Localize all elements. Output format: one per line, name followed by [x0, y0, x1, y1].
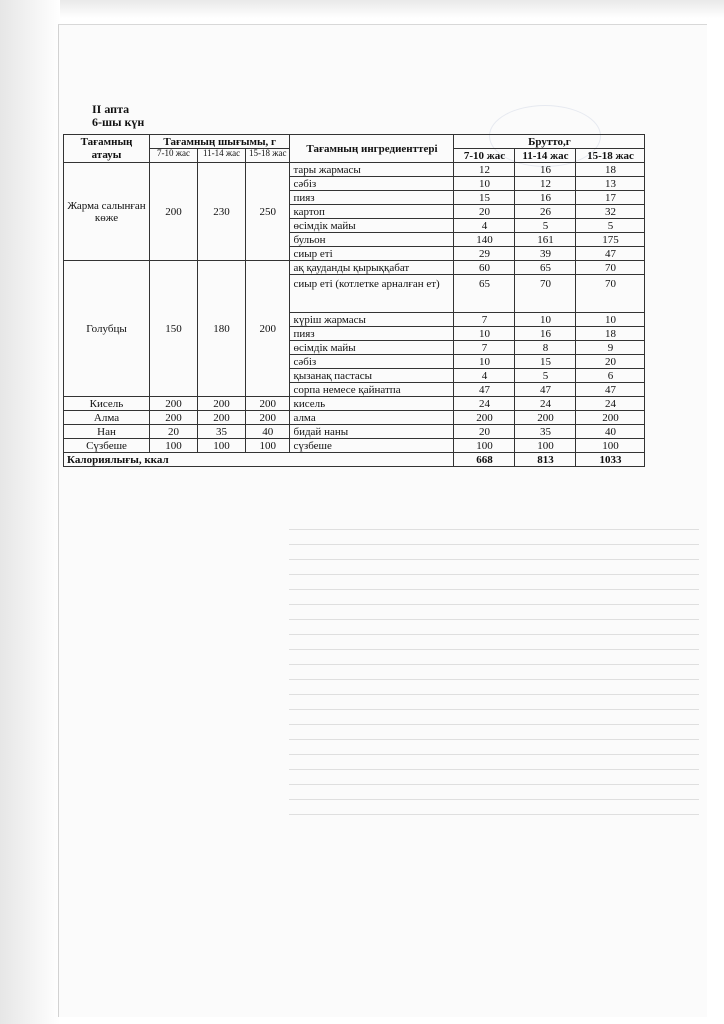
scan-left-shadow [0, 0, 60, 1024]
reverse-side-bleedthrough [289, 515, 699, 835]
gross-value: 4 [454, 219, 515, 233]
ingredient-name: алма [290, 411, 454, 425]
dish-output: 100 [198, 439, 246, 453]
gross-value: 47 [515, 383, 576, 397]
calorie-value: 813 [515, 453, 576, 467]
gross-value: 70 [515, 275, 576, 313]
ingredient-name: сиыр еті [290, 247, 454, 261]
gross-value: 24 [515, 397, 576, 411]
dish-name: Кисель [64, 397, 150, 411]
gross-value: 5 [576, 219, 645, 233]
gross-value: 60 [454, 261, 515, 275]
gross-value: 161 [515, 233, 576, 247]
dish-output: 35 [198, 425, 246, 439]
dish-name-header: Тағамның атауы [64, 135, 150, 163]
dish-output: 250 [246, 163, 290, 261]
dish-output: 200 [150, 411, 198, 425]
gross-value: 47 [576, 383, 645, 397]
table-row [64, 397, 645, 411]
gross-value: 20 [454, 425, 515, 439]
gross-value: 10 [454, 327, 515, 341]
ingredient-name: тары жармасы [290, 163, 454, 177]
gross-value: 16 [515, 163, 576, 177]
table-row [64, 411, 645, 425]
gross-value: 12 [454, 163, 515, 177]
gross-value: 100 [576, 439, 645, 453]
gross-value: 16 [515, 327, 576, 341]
dish-output: 200 [150, 397, 198, 411]
gross-value: 24 [454, 397, 515, 411]
gross-value: 9 [576, 341, 645, 355]
dish-output: 180 [198, 261, 246, 397]
output-header: Тағамның шығымы, г [150, 135, 290, 149]
gross-value: 100 [515, 439, 576, 453]
gross-value: 12 [515, 177, 576, 191]
ingredient-name: бидай наны [290, 425, 454, 439]
ingredient-name: бульон [290, 233, 454, 247]
gross-value: 24 [576, 397, 645, 411]
dish-output: 200 [246, 397, 290, 411]
day-label: 6-шы күн [92, 115, 145, 129]
ingredient-name: өсімдік майы [290, 341, 454, 355]
dish-output: 20 [150, 425, 198, 439]
dish-output: 100 [246, 439, 290, 453]
ingredient-name: қызанақ пастасы [290, 369, 454, 383]
ingredient-name: кисель [290, 397, 454, 411]
dish-output: 200 [246, 411, 290, 425]
table-row [64, 261, 645, 275]
gross-value: 10 [454, 355, 515, 369]
gross-value: 140 [454, 233, 515, 247]
menu-day-heading [92, 103, 144, 129]
scan-top-shadow [0, 0, 724, 18]
gross-value: 200 [454, 411, 515, 425]
gross-value: 6 [576, 369, 645, 383]
ingredient-name: сиыр еті (котлетке арналған ет) [290, 275, 454, 313]
gross-value: 65 [515, 261, 576, 275]
gross-value: 7 [454, 341, 515, 355]
dish-output: 230 [198, 163, 246, 261]
menu-table [63, 134, 645, 467]
ingredient-name: ақ қауданды қырыққабат [290, 261, 454, 275]
gross-value: 39 [515, 247, 576, 261]
gross-value: 175 [576, 233, 645, 247]
gross-value: 70 [576, 275, 645, 313]
gross-value: 65 [454, 275, 515, 313]
ingredient-name: сорпа немесе қайнатпа [290, 383, 454, 397]
dish-name: Жарма салынған көже [64, 163, 150, 261]
gross-value: 40 [576, 425, 645, 439]
ingredient-name: күріш жармасы [290, 313, 454, 327]
dish-output: 200 [246, 261, 290, 397]
week-label: II апта [92, 102, 130, 116]
ingredient-name: өсімдік майы [290, 219, 454, 233]
gross-value: 4 [454, 369, 515, 383]
header-row-1 [64, 135, 645, 149]
gross-age-header: 15-18 жас [576, 149, 645, 163]
gross-value: 17 [576, 191, 645, 205]
gross-value: 8 [515, 341, 576, 355]
gross-value: 18 [576, 327, 645, 341]
table-row [64, 163, 645, 177]
gross-value: 47 [454, 383, 515, 397]
ingredients-header: Тағамның ингредиенттері [290, 135, 454, 163]
gross-value: 32 [576, 205, 645, 219]
output-age-header: 15-18 жас [246, 149, 290, 163]
ingredient-name: пияз [290, 327, 454, 341]
gross-value: 10 [576, 313, 645, 327]
dish-output: 200 [198, 397, 246, 411]
gross-value: 5 [515, 219, 576, 233]
gross-value: 35 [515, 425, 576, 439]
dish-name: Сүзбеше [64, 439, 150, 453]
gross-value: 15 [454, 191, 515, 205]
ingredient-name: сүзбеше [290, 439, 454, 453]
gross-value: 5 [515, 369, 576, 383]
gross-age-header: 7-10 жас [454, 149, 515, 163]
gross-value: 16 [515, 191, 576, 205]
total-row [64, 453, 645, 467]
gross-value: 200 [576, 411, 645, 425]
calorie-value: 668 [454, 453, 515, 467]
gross-value: 20 [454, 205, 515, 219]
ingredient-name: сәбіз [290, 177, 454, 191]
gross-value: 18 [576, 163, 645, 177]
ingredient-name: сәбіз [290, 355, 454, 369]
gross-value: 26 [515, 205, 576, 219]
dish-output: 100 [150, 439, 198, 453]
ingredient-name: картоп [290, 205, 454, 219]
gross-value: 7 [454, 313, 515, 327]
gross-value: 10 [515, 313, 576, 327]
gross-value: 20 [576, 355, 645, 369]
gross-value: 10 [454, 177, 515, 191]
dish-output: 40 [246, 425, 290, 439]
gross-value: 70 [576, 261, 645, 275]
dish-output: 150 [150, 261, 198, 397]
output-age-header: 11-14 жас [198, 149, 246, 163]
gross-header: Брутто,г [454, 135, 645, 149]
gross-value: 47 [576, 247, 645, 261]
table-row [64, 425, 645, 439]
output-age-header: 7-10 жас [150, 149, 198, 163]
dish-output: 200 [150, 163, 198, 261]
table-row [64, 439, 645, 453]
gross-age-header: 11-14 жас [515, 149, 576, 163]
dish-name: Алма [64, 411, 150, 425]
gross-value: 200 [515, 411, 576, 425]
gross-value: 29 [454, 247, 515, 261]
gross-value: 13 [576, 177, 645, 191]
dish-name: Нан [64, 425, 150, 439]
gross-value: 100 [454, 439, 515, 453]
calorie-value: 1033 [576, 453, 645, 467]
dish-output: 200 [198, 411, 246, 425]
dish-name: Голубцы [64, 261, 150, 397]
gross-value: 15 [515, 355, 576, 369]
ingredient-name: пияз [290, 191, 454, 205]
calorie-label: Калориялығы, ккал [64, 453, 454, 467]
